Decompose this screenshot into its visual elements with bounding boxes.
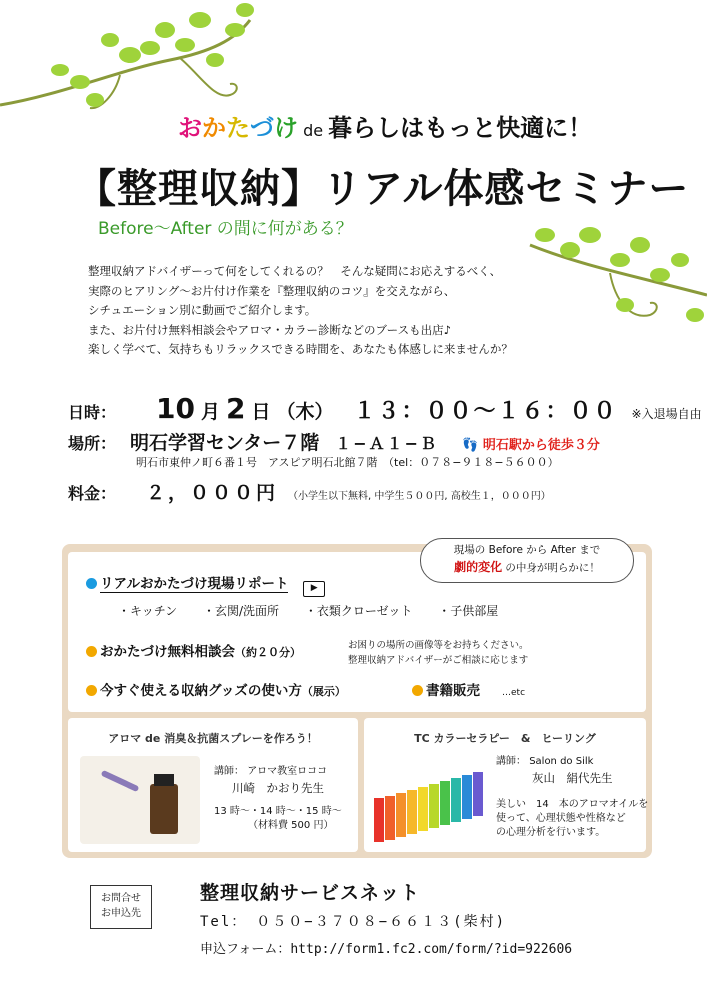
consult-label: おかたづけ無料相談会 xyxy=(100,644,235,660)
orange-dot-icon xyxy=(86,685,97,696)
tagline xyxy=(178,108,592,143)
aroma-teacher-label: 講師： xyxy=(214,766,244,777)
consult-time: （約２０分） xyxy=(235,646,301,659)
fee-label: 料金： xyxy=(68,484,117,503)
color-desc-line: 使って、心理状態や性格など xyxy=(496,813,626,824)
lavender-icon xyxy=(101,770,140,792)
color-teacher xyxy=(496,754,593,770)
bubble-line2 xyxy=(421,559,633,577)
date-day: 2 xyxy=(226,392,246,425)
color-bottles-photo xyxy=(370,758,494,848)
date-time: １３：００～１６：００ xyxy=(353,399,618,424)
date-month: 10 xyxy=(156,392,195,425)
books-label: 書籍販売 xyxy=(426,683,480,699)
contact-box xyxy=(90,885,152,929)
application-form-link[interactable]: 申込フォーム：http://form1.fc2.com/form/?id=922606 xyxy=(200,942,573,957)
program-consult xyxy=(86,640,301,660)
orange-dot-icon xyxy=(412,685,423,696)
color-teacher-name: 灰山 絹代先生 xyxy=(532,771,613,785)
program-books xyxy=(412,679,525,699)
color-panel xyxy=(364,718,649,852)
program-report xyxy=(86,572,325,597)
contact-box-line: お問合せ xyxy=(101,893,141,904)
place-label: 場所： xyxy=(68,434,117,453)
place-row xyxy=(68,428,600,455)
contact-tel: Tel： ０５０−３７０８−６６１３(柴村) xyxy=(200,914,507,930)
intro-line: シチュエーション別に動画でご紹介します。 xyxy=(88,303,317,317)
fee-note: （小学生以下無料, 中学生５００円, 高校生１，０００円） xyxy=(288,491,551,502)
consult-note-line: 整理収納アドバイザーがご相談に応じます xyxy=(348,655,529,666)
fee-row xyxy=(68,478,551,505)
date-row xyxy=(68,392,702,425)
room-item: ・玄関/洗面所 xyxy=(203,604,280,618)
report-label: リアルおかたづけ現場リポート xyxy=(100,576,289,592)
color-teacher-org: Salon do Silk xyxy=(529,756,594,767)
color-desc-line: 美しい 14 本のアロマオイルを xyxy=(496,799,649,810)
video-camera-icon: ▶ xyxy=(303,581,325,597)
tagline-char: た xyxy=(226,114,250,142)
goods-tag: （展示） xyxy=(301,685,346,698)
date-month-unit: 月 xyxy=(200,401,220,423)
bubble-highlight: 劇的変化 xyxy=(454,560,503,574)
color-title: TC カラーセラピー & ヒーリング xyxy=(414,732,596,745)
room-item: ・子供部屋 xyxy=(438,604,499,618)
goods-label: 今すぐ使える収納グッズの使い方 xyxy=(100,683,302,699)
aroma-title: アロマ de 消臭＆抗菌スプレーを作ろう！ xyxy=(108,732,318,745)
vine-right-decoration xyxy=(500,205,707,355)
aroma-teacher-name: 川崎 かおり先生 xyxy=(232,781,324,795)
room-item: ・衣類クローゼット xyxy=(304,604,413,618)
tagline-de: de xyxy=(298,121,329,140)
date-weekday: （木） xyxy=(276,401,334,423)
place-address: 明石市東仲ノ町６番１号 アスピア明石北館７階 （tel：０７８−９１８−５６００） xyxy=(136,456,559,469)
intro-line: 楽しく学べて、気持ちもリラックスできる時間を、あなたも体感しに来ませんか？ xyxy=(88,342,513,356)
room-list xyxy=(118,602,520,619)
aroma-fee: （材料費 500 円） xyxy=(248,820,334,831)
tagline-char: か xyxy=(202,114,226,142)
page-subtitle: Before～After の間に何がある？ xyxy=(98,219,353,239)
tagline-char: お xyxy=(178,114,202,142)
aroma-teacher xyxy=(214,764,327,780)
etc-label: …etc xyxy=(502,688,526,698)
bottle-cap-icon xyxy=(154,774,174,786)
aroma-times: 13 時～・14 時～・15 時～ xyxy=(214,806,342,817)
aroma-teacher-org: アロマ教室ロココ xyxy=(247,766,328,777)
date-label: 日時： xyxy=(68,403,117,422)
tagline-char: け xyxy=(274,114,298,142)
room-item: ・キッチン xyxy=(118,604,178,618)
organizer-name: 整理収納サービスネット xyxy=(200,882,421,904)
place-venue: 明石学習センター７階 xyxy=(130,432,320,454)
place-room: １−Ａ１−Ｂ xyxy=(335,434,439,453)
page-title: 【整理収納】リアル体感セミナー xyxy=(76,166,690,212)
date-note: ※入退場自由 xyxy=(631,407,702,421)
blue-dot-icon xyxy=(86,578,97,589)
aroma-photo xyxy=(80,756,200,844)
color-desc xyxy=(496,798,648,840)
aroma-panel xyxy=(68,718,358,852)
speech-bubble xyxy=(420,538,634,583)
color-desc-line: の心理分析を行います。 xyxy=(496,827,606,838)
program-goods xyxy=(86,679,346,699)
date-day-unit: 日 xyxy=(251,401,271,423)
aroma-bottle-icon xyxy=(150,784,178,834)
consult-note xyxy=(348,638,529,668)
consult-note-line: お困りの場所の画像等をお持ちください。 xyxy=(348,640,529,651)
walk-text: 明石駅から徒歩３分 xyxy=(482,438,600,453)
intro-line: また、お片付け無料相談会やアロマ・カラー診断などのブースも出店♪ xyxy=(88,322,451,337)
tagline-rest: 暮らしはもっと快適に！ xyxy=(328,114,593,142)
contact-box-line: お申込先 xyxy=(101,908,141,919)
tagline-char: づ xyxy=(250,114,274,142)
color-teacher-label: 講師： xyxy=(496,756,526,767)
orange-dot-icon xyxy=(86,646,97,657)
fee-price: ２，０００円 xyxy=(146,482,279,504)
intro-line: 整理収納アドバイザーって何をしてくれるの？ そんな疑問にお応えするべく、 xyxy=(88,264,502,278)
footprints-icon: 👣 xyxy=(462,438,479,453)
bubble-line1: 現場の Before から After まで xyxy=(453,544,601,556)
bubble-line2-text: の中身が明らかに！ xyxy=(505,562,600,574)
walk-info xyxy=(462,434,600,453)
intro-text xyxy=(88,262,513,360)
intro-line: 実際のヒアリング～お片付け作業を『整理収納のコツ』を交えながら、 xyxy=(88,283,456,298)
